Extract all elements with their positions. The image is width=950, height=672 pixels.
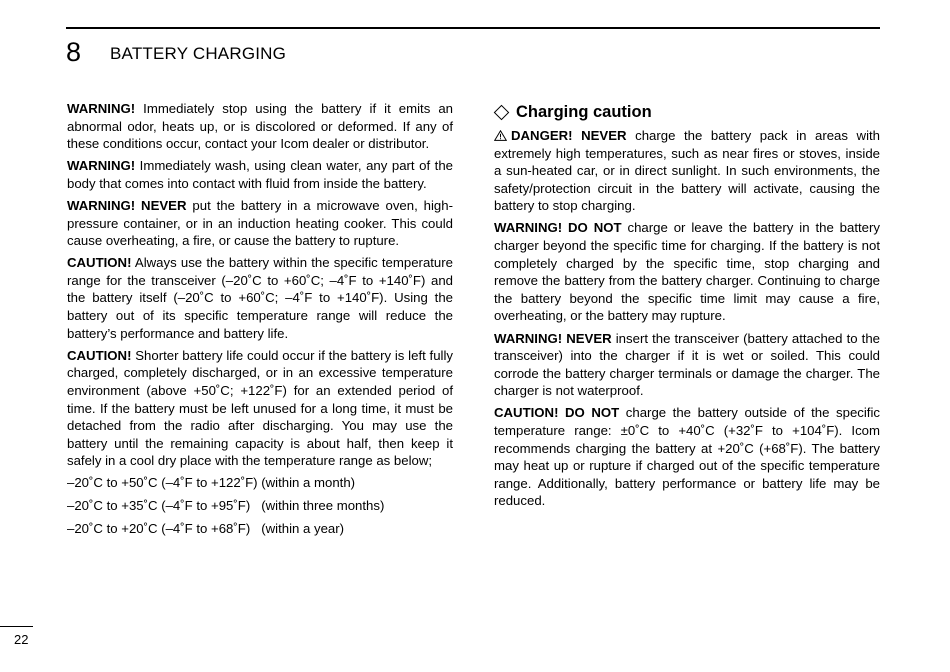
caution-label: CAUTION! [67,347,132,363]
caution-paragraph [67,254,453,342]
warning-label: WARNING! [67,101,136,116]
section-heading [494,102,880,123]
footer-rule [0,626,33,627]
paragraph-text: Immediately wash, using clean water, any part of the body that comes into contact with fluid from inside the battery. [67,158,453,191]
danger-paragraph [494,127,880,215]
warning-paragraph [67,197,453,250]
caution-paragraph [494,404,880,510]
left-column [67,100,453,542]
page-number: 22 [14,632,29,647]
warning-triangle-icon [494,130,507,141]
paragraph-text: charge the battery outside of the specific temperature range: ±0˚C to +40˚C (+32˚F to +104˚F). Icom recommends charging the battery at +20˚C (+68˚F). The battery may heat up or rupture if charged out of the specific temperature range. Additionally, battery performance or battery life may be reduced. [494,405,880,509]
warning-label: WARNING! [67,158,136,174]
warning-label: WARNING! NEVER [494,330,612,346]
warning-paragraph [494,219,880,325]
danger-label: DANGER! NEVER [511,128,627,143]
caution-label: CAUTION! DO NOT [494,405,620,421]
diamond-bullet-icon [494,105,510,121]
temperature-range-line: –20˚C to +20˚C (–4˚F to +68˚F) (within a year) [67,520,345,536]
temperature-range-line: –20˚C to +50˚C (–4˚F to +122˚F) (within a month) [67,475,356,491]
paragraph-text: charge or leave the battery in the battery charger beyond the specific time for charging. If the battery is not completely charged by the specific time, stop charging and remove the battery from the battery charger. Continuing to charge the battery beyond the specific time limit may cause a fire, overheating, or the battery may rupture. [494,220,880,324]
paragraph-text: insert the transceiver (battery attached to the transceiver) into the charger if it is wet or soiled. This could corrode the battery charger terminals or damage the charger. The charger is not waterproof. [494,330,880,399]
chapter-number: 8 [66,37,82,67]
caution-label: CAUTION! [67,255,132,271]
section-title: Charging caution [516,103,652,121]
temperature-range-line: –20˚C to +35˚C (–4˚F to +95˚F) (within three months) [67,497,385,513]
chapter-title: BATTERY CHARGING [110,44,287,63]
paragraph-text: charge the battery pack in areas with extremely high temperatures, such as near fires or stoves, inside a sun-heated car, or in direct sunlight. In such environments, the safety/protection circuit in the battery will activate, causing the battery to stop charging. [494,128,881,214]
header-rule [66,27,880,29]
paragraph-text: Shorter battery life could occur if the battery is left fully charged, completely discharged, or in an excessive temperature environment (above +50˚C; +122˚F) for an extended period of time. If the battery must be left unused for a long time, it must be detached from the radio after discharging. You may use the battery until the remaining capacity is about half, then keep it safely in a cool dry place with the temperature range as below; [67,347,453,469]
warning-paragraph [494,330,880,400]
paragraph-text: Immediately stop using the battery if it emits an abnormal odor, heats up, or is discolored or deformed. If any of these conditions occur, contact your Icom dealer or distributor. [67,101,453,152]
warning-paragraph [67,157,453,192]
paragraph-text: put the battery in a microwave oven, high-pressure container, or in an induction heating cooker. This could cause overheating, a fire, or cause the battery to rupture. [67,197,453,249]
warning-label: WARNING! DO NOT [494,220,622,236]
paragraph-text: Always use the battery within the specific temperature range for the transceiver (–20˚C to +60˚C; –4˚F to +140˚F) and the battery itself (–20˚C to +60˚C; –4˚F to +140˚F). Using the battery out of its specific temperature range will reduce the battery’s performance and battery life. [67,255,453,341]
caution-paragraph [67,347,453,470]
right-column [494,100,880,514]
warning-paragraph [67,100,453,153]
warning-label: WARNING! NEVER [67,197,187,213]
